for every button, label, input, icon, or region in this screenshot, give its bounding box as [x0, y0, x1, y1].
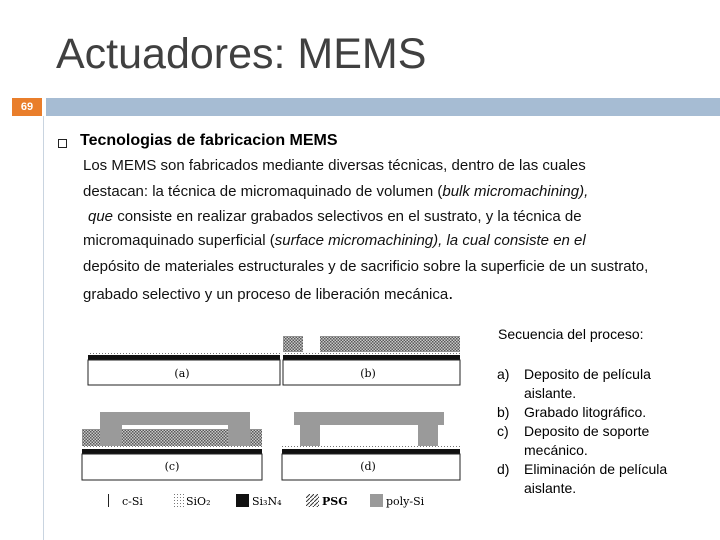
italic-span: bulk micromachining),: [442, 183, 589, 200]
legend: [108, 494, 425, 508]
psg-block: [283, 336, 303, 353]
sequence-title: Secuencia del proceso:: [498, 326, 644, 342]
list-marker: c): [497, 423, 509, 439]
paragraph-line: [88, 208, 582, 225]
legend-label: Si₃N₄: [252, 495, 282, 508]
list-text: Grabado litográfico.: [524, 404, 647, 420]
sio2-layer: [88, 352, 280, 355]
text-span: grabado selectivo y un proceso de liberación mecánica: [83, 286, 449, 303]
list-item: [497, 422, 699, 460]
list-text: Deposito de soporte mecánico.: [524, 423, 650, 458]
panel-label: (a): [174, 367, 190, 380]
list-item: [497, 460, 699, 498]
text-span: depósito de materiales estructurales y de sacrificio sobre la superficie de un sustrato,: [83, 258, 649, 275]
psg-block: [122, 429, 228, 446]
sio2-layer: [82, 446, 262, 449]
list-item: [497, 403, 699, 422]
list-marker: d): [497, 461, 510, 477]
text-span: .: [448, 283, 454, 303]
polysi-layer: [100, 412, 250, 425]
text-span: Los MEMS son fabricados mediante diversas técnicas, dentro de las cuales: [83, 157, 586, 174]
legend-swatch-csi: [108, 494, 109, 507]
text-span: micromaquinado superficial (: [83, 232, 275, 249]
si3n4-layer: [88, 355, 280, 360]
list-text: Deposito de película aislante.: [524, 366, 651, 401]
text-span: consiste en realizar grabados selectivos en el sustrato, y la técnica de: [113, 208, 582, 225]
sequence-list: [497, 365, 699, 498]
left-rule: [43, 116, 44, 540]
psg-block: [320, 336, 460, 353]
sio2-layer: [282, 446, 460, 449]
polysi-anchor: [418, 425, 438, 446]
slide-number: 69: [12, 98, 42, 116]
sio2-layer: [283, 352, 460, 355]
header-bar: [46, 98, 720, 116]
paragraph-line: [83, 258, 648, 275]
psg-block: [250, 429, 262, 446]
square-bullet-icon: [58, 139, 67, 148]
section-heading: Tecnologias de fabricacion MEMS: [80, 132, 338, 149]
list-text: Eliminación de película aislante.: [524, 461, 668, 496]
panel-b: [283, 336, 460, 385]
panel-d: [282, 412, 460, 480]
legend-label: poly-Si: [386, 495, 425, 508]
list-marker: b): [497, 404, 510, 420]
si3n4-layer: [282, 449, 460, 454]
polysi-anchor: [228, 425, 250, 446]
text-span: destacan: la técnica de micromaquinado de volumen (: [83, 183, 443, 200]
list-item: [497, 365, 699, 403]
paragraph-line: [83, 283, 453, 304]
panel-a: [88, 352, 280, 385]
legend-swatch-polysi: [370, 494, 383, 507]
paragraph-line: [83, 183, 588, 200]
polysi-beam: [294, 412, 444, 425]
process-figure: [78, 326, 470, 514]
panel-label: (c): [164, 460, 180, 473]
polysi-anchor: [300, 425, 320, 446]
legend-swatch-psg: [306, 494, 319, 507]
legend-label: c-Si: [122, 495, 143, 508]
panel-c: [82, 412, 262, 480]
polysi-anchor: [100, 425, 122, 446]
si3n4-layer: [82, 449, 262, 454]
si3n4-layer: [283, 355, 460, 360]
italic-span: que: [88, 208, 114, 225]
legend-swatch-sio2: [172, 494, 184, 507]
list-marker: a): [497, 366, 510, 382]
legend-label: SiO₂: [186, 495, 211, 508]
paragraph-line: [83, 232, 586, 249]
panel-label: (d): [360, 460, 376, 473]
paragraph-line: [83, 157, 586, 174]
process-diagram: [78, 326, 470, 514]
legend-label: PSG: [322, 495, 348, 508]
legend-swatch-si3n4: [236, 494, 249, 507]
italic-span: surface micromachining), la cual consiste en el: [274, 232, 586, 249]
slide-title: Actuadores: MEMS: [56, 30, 427, 78]
psg-block: [82, 429, 100, 446]
panel-label: (b): [360, 367, 376, 380]
